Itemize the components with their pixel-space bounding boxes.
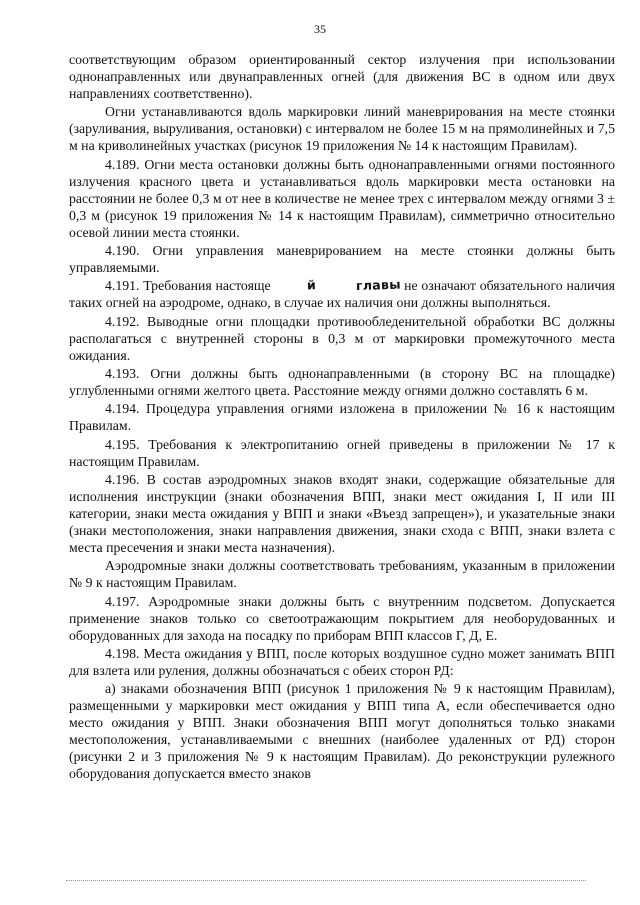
paragraph-4-193: 4.193. Огни должны быть однонаправленными (в сторону ВС на площадке) углубленными огнями желтого цвета. Расстояние между огнями должно составлять 6 м. (69, 365, 615, 399)
paragraph-4-198-a: а) знаками обозначения ВПП (рисунок 1 приложения № 9 к настоящим Правилам), размещенными у маркировки мест ожидания у ВПП типа А, если обеспечивается одно место ожидания у ВПП. Знаки обозначения ВПП могут дополняться только знаками местоположения, устанавливаемыми с внешних (наиболее удаленных от РД) сторон (рисунки 2 и 3 приложения № 9 к настоящим Правилам). До реконструкции рулежного оборудования допускается вместо знаков (69, 681, 615, 782)
paragraph-4-197: 4.197. Аэродромные знаки должны быть с внутренним подсветом. Допускается применение знаков только со светоотражающим покрытием для необорудованных и оборудованных для захода на посадку по приборам ВПП классов Г, Д, Е. (69, 593, 615, 643)
paragraph-lights-along-marking: Огни устанавливаются вдоль маркировки линий маневрирования на месте стоянки (заруливания, выруливания, остановки) с интервалом не более 15 м на прямолинейных и 7,5 м на криволинейных участках (рисунок 19 приложения № 14 к настоящим Правилам). (69, 104, 615, 154)
paragraph-4-191-end: не означают обязательного наличия (400, 278, 616, 294)
page-number: 35 (314, 22, 326, 36)
paragraph-4-194: 4.194. Процедура управления огнями изложена в приложении № 16 к настоящим Правилам. (69, 401, 615, 434)
paragraph-4-191-start: 4.191. Требования настояще (105, 278, 271, 294)
paragraph-signs-requirements: Аэродромные знаки должны соответствовать требованиям, указанным в приложении № 9 к настоящим Правилам. (69, 558, 615, 591)
paragraph-4-195: 4.195. Требования к электропитанию огней приведены в приложении № 17 к настоящим Правилам. (69, 436, 615, 469)
paragraph-4-191-continuation: таких огней на аэродроме, однако, в случае их наличия они должны выполняться. (69, 295, 551, 311)
scan-artifact-line (66, 880, 586, 881)
paragraph-4-196: 4.196. В состав аэродромных знаков входят знаки, содержащие обязательные для исполнения инструкции (знаки обозначения ВПП, знаки мест ожидания I, II или III категории, знаки места ожидания у ВПП и знаки «Въезд запрещен»), и указательные знаки (знаки местоположения, знаки направления движения, знаки схода с ВПП, знаки взлета с места пресечения и знаки места назначения). (69, 471, 615, 555)
paragraph-4-198: 4.198. Места ожидания у ВПП, после которых воздушное судно может занимать ВПП для взлета или руления, должны обозначаться с обеих сторон РД: (69, 645, 615, 678)
paragraph-continuation: соответствующим образом ориентированный сектор излучения при использовании однонаправленных или двунаправленных огней (для движения ВС в одном или двух направлениях соответственно). (69, 52, 615, 102)
document-body (69, 51, 615, 784)
paragraph-4-189: 4.189. Огни места остановки должны быть однонаправленными огнями постоянного излучения красного цвета и устанавливаться вдоль маркировки места остановки на расстоянии не более 0,3 м от нее в количестве не менее трех с интервалом между огнями 3 ± 0,3 м (рисунок 19 приложения № 14 к настоящим Правилам), симметрично относительно осевой линии места стоянки. (69, 156, 615, 240)
paragraph-4-192: 4.192. Выводные огни площадки противообледенительной обработки ВС должны располагаться с внутренней стороны в 0,3 м от маркировки промежуточного места ожидания. (69, 313, 615, 363)
handwritten-correction-word: главы (355, 276, 401, 294)
paragraph-4-190: 4.190. Огни управления маневрированием на месте стоянки должны быть управляемыми. (69, 243, 615, 276)
handwritten-correction-letter: й (306, 277, 316, 293)
paragraph-4-191 (69, 277, 615, 311)
